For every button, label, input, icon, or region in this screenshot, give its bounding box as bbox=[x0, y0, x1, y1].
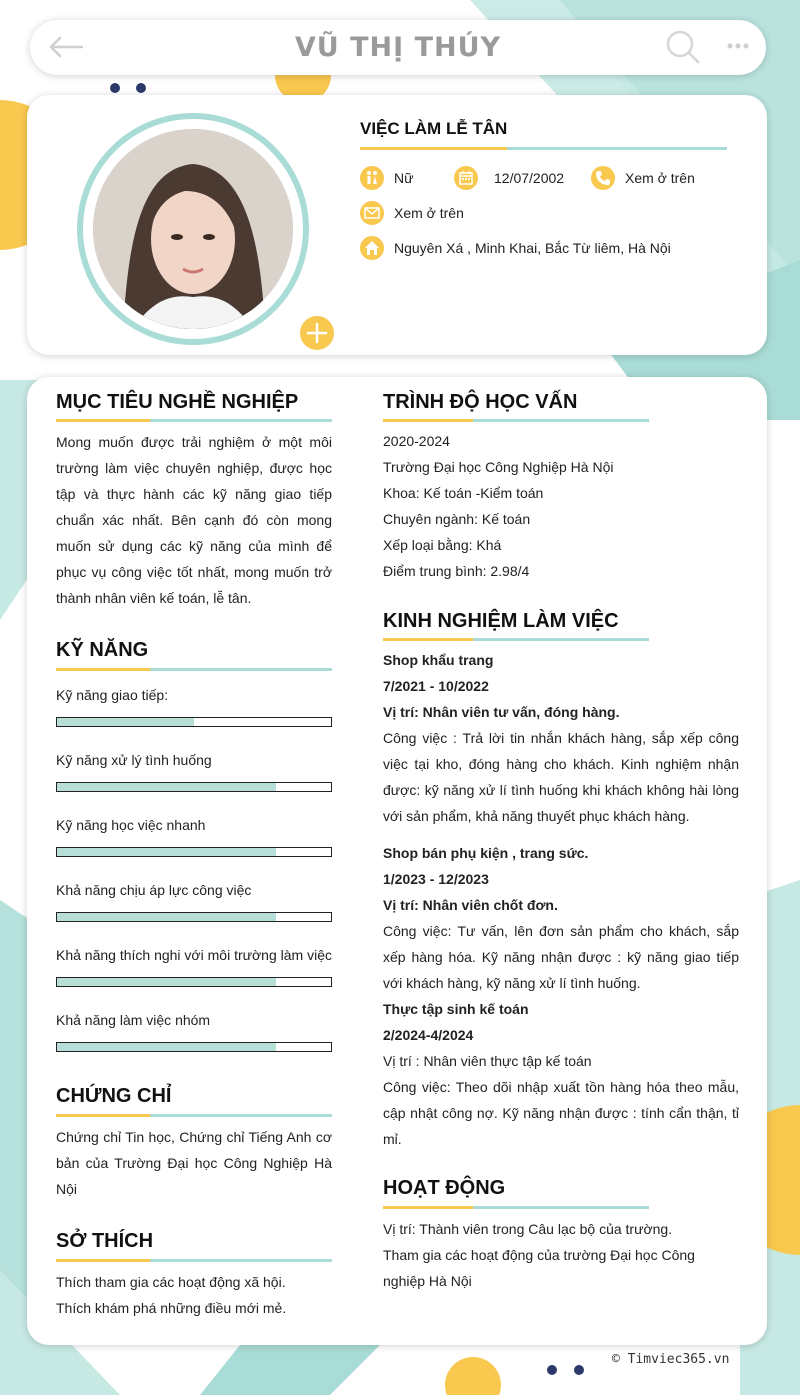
birthdate-value: 12/07/2002 bbox=[494, 170, 565, 186]
education-line: Chuyên ngành: Kế toán bbox=[383, 511, 531, 527]
hobbies-underline bbox=[56, 1259, 332, 1262]
address-value: Nguyên Xá , Minh Khai, Bắc Từ liêm, Hà Nội bbox=[394, 240, 671, 256]
email-icon bbox=[360, 201, 384, 225]
top-bar bbox=[30, 20, 766, 75]
hobbies-heading: SỞ THÍCH bbox=[56, 1230, 154, 1252]
certificates-heading: CHỨNG CHỈ bbox=[56, 1085, 172, 1107]
avatar bbox=[93, 129, 293, 329]
gender-icon bbox=[360, 166, 384, 190]
calendar-icon bbox=[454, 166, 478, 190]
job-company: Shop bán phụ kiện , trang sức. bbox=[383, 845, 589, 861]
job-description: Công việc: Theo dõi nhập xuất tồn hàng hóa theo mẫu, cập nhật công nợ. Kỹ năng nhận được : tính cẩn thận, tỉ mỉ. bbox=[383, 1079, 739, 1147]
education-line: 2020-2024 bbox=[383, 433, 450, 449]
profile-card bbox=[27, 95, 767, 355]
job-position: Vị trí : Nhân viên thực tập kế toán bbox=[383, 1053, 592, 1069]
education-underline bbox=[383, 419, 649, 422]
job-description: Công việc : Trả lời tin nhắn khách hàng, sắp xếp công việc tại kho, đóng hàng cho khách. Kinh nghiệm nhận được: kỹ năng xử lí tình huống khi khách không hài lòng với sản phẩm, khả năng thuyết phục khách hàng. bbox=[383, 730, 739, 824]
job-company: Thực tập sinh kế toán bbox=[383, 1001, 529, 1017]
experience-job-2 bbox=[383, 840, 739, 1152]
education-line: Trường Đại học Công Nghiệp Hà Nội bbox=[383, 459, 614, 475]
activity-item: Tham gia các hoạt động của trường Đại học Công nghiệp Hà Nội bbox=[383, 1247, 695, 1289]
objective-heading: MỤC TIÊU NGHỀ NGHIỆP bbox=[56, 391, 299, 413]
hobby-item: Thích khám phá những điều mới mẻ. bbox=[56, 1300, 287, 1316]
education-line: Khoa: Kế toán -Kiểm toán bbox=[383, 485, 544, 501]
job-description: Công việc: Tư vấn, lên đơn sản phẩm cho khách, sắp xếp hàng hóa. Kỹ năng nhận được : kỹ năng giao tiếp với khách hàng, kỹ năng xử lí tình huống. bbox=[383, 923, 739, 991]
certificates-underline bbox=[56, 1114, 332, 1117]
birthdate-info bbox=[454, 166, 564, 190]
job-position: Vị trí: Nhân viên chốt đơn. bbox=[383, 897, 558, 913]
education-heading: TRÌNH ĐỘ HỌC VẤN bbox=[383, 391, 578, 413]
skill-label: Kỹ năng học việc nhanh bbox=[56, 817, 206, 833]
skill-bar bbox=[56, 717, 332, 727]
main-content-card bbox=[27, 377, 767, 1345]
phone-info bbox=[591, 166, 695, 190]
gender-info bbox=[360, 166, 413, 190]
activities-heading: HOẠT ĐỘNG bbox=[383, 1177, 506, 1199]
activity-item: Vị trí: Thành viên trong Câu lạc bộ của trường. bbox=[383, 1221, 673, 1237]
job-title-underline bbox=[360, 147, 727, 150]
skill-label: Khả năng làm việc nhóm bbox=[56, 1012, 211, 1028]
email-value: Xem ở trên bbox=[394, 205, 464, 221]
address-info bbox=[360, 236, 671, 260]
email-info bbox=[360, 201, 464, 225]
experience-underline bbox=[383, 638, 649, 641]
skill-bar bbox=[56, 977, 332, 987]
home-icon bbox=[360, 236, 384, 260]
skill-bar bbox=[56, 847, 332, 857]
skill-label: Kỹ năng giao tiếp: bbox=[56, 687, 169, 703]
job-period: 1/2023 - 12/2023 bbox=[383, 871, 489, 887]
job-company: Shop khẩu trang bbox=[383, 652, 494, 668]
phone-value: Xem ở trên bbox=[625, 170, 695, 186]
job-title: VIỆC LÀM LỄ TÂN bbox=[360, 119, 508, 138]
job-period: 2/2024-4/2024 bbox=[383, 1027, 474, 1043]
education-details bbox=[383, 428, 739, 584]
skill-bar bbox=[56, 912, 332, 922]
skill-bar bbox=[56, 782, 332, 792]
activities-list bbox=[383, 1216, 739, 1294]
hobby-item: Thích tham gia các hoạt động xã hội. bbox=[56, 1274, 286, 1290]
experience-heading: KINH NGHIỆM LÀM VIỆC bbox=[383, 610, 619, 632]
search-icon[interactable] bbox=[666, 30, 700, 64]
education-line: Xếp loại bằng: Khá bbox=[383, 537, 502, 553]
skills-heading: KỸ NĂNG bbox=[56, 639, 149, 661]
skill-label: Kỹ năng xử lý tình huống bbox=[56, 752, 212, 768]
education-line: Điểm trung bình: 2.98/4 bbox=[383, 563, 530, 579]
more-options-icon[interactable] bbox=[724, 34, 752, 58]
add-photo-button[interactable] bbox=[298, 314, 336, 352]
phone-icon bbox=[591, 166, 615, 190]
skill-bar bbox=[56, 1042, 332, 1052]
job-position: Vị trí: Nhân viên tư vấn, đóng hàng. bbox=[383, 704, 620, 720]
objective-text: Mong muốn được trải nghiệm ở một môi trường làm việc chuyên nghiệp, được học tập và thực hành các kỹ năng giao tiếp chuẩn xác nhất. Bên cạnh đó còn mong muốn sử dụng các kỹ năng của mình để phục vụ công việc tốt nhất, mong muốn trở thành nhân viên kế toán, lễ tân. bbox=[56, 434, 332, 606]
page-title: VŨ THỊ THÚY bbox=[294, 32, 502, 63]
avatar-frame bbox=[77, 113, 309, 345]
skill-label: Khả năng thích nghi với môi trường làm việc bbox=[56, 947, 332, 963]
hobbies-list bbox=[56, 1269, 332, 1321]
experience-job-1 bbox=[383, 647, 739, 829]
certificates-text: Chứng chỉ Tin học, Chứng chỉ Tiếng Anh cơ bản của Trường Đại học Công Nghiệp Hà Nội bbox=[56, 1129, 332, 1197]
skill-label: Khả năng chịu áp lực công việc bbox=[56, 882, 252, 898]
job-period: 7/2021 - 10/2022 bbox=[383, 678, 489, 694]
footer-credit: © Timviec365.vn bbox=[612, 1352, 730, 1367]
activities-underline bbox=[383, 1206, 649, 1209]
skills-underline bbox=[56, 668, 332, 671]
objective-underline bbox=[56, 419, 332, 422]
plus-icon bbox=[300, 316, 334, 350]
gender-value: Nữ bbox=[394, 170, 414, 186]
